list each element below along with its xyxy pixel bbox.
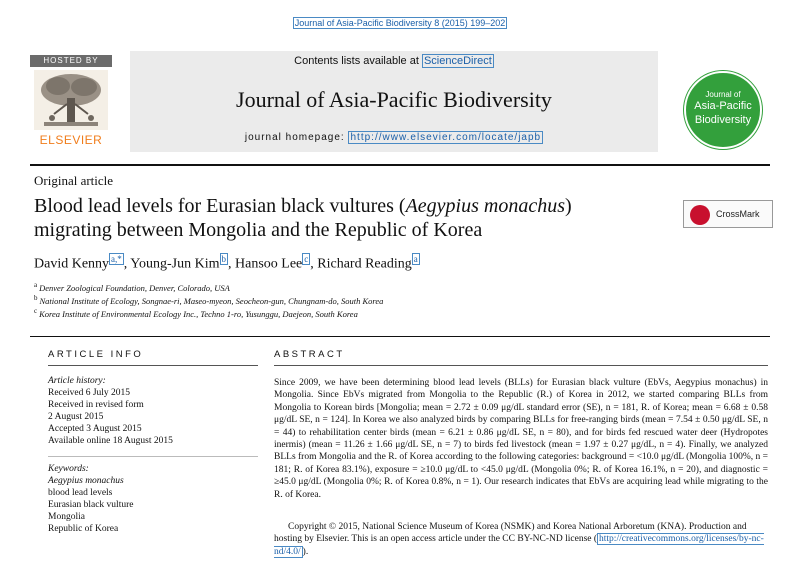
affiliation-letter: c (34, 307, 38, 315)
affiliation-letter: a (34, 281, 38, 289)
journal-badge-logo (684, 71, 762, 149)
abstract-heading: ABSTRACT (274, 349, 345, 360)
body-divider (30, 336, 770, 337)
license-link[interactable]: http://creativecommons.org/licenses/by-nc-nd/4.0/ (274, 534, 764, 557)
author-affiliation-link[interactable]: a (413, 254, 418, 264)
affiliation-letter: b (34, 294, 38, 302)
affiliation-text: National Institute of Ecology, Songnae-ri, Maseo-myeon, Seocheon-gun, Chungnam-do, South Korea (39, 295, 384, 306)
affiliation-text: Denver Zoological Foundation, Denver, Colorado, USA (39, 282, 230, 293)
author-name: David Kenny (34, 256, 110, 272)
publisher-logo (30, 55, 112, 153)
history-item: 2 August 2015 (48, 412, 104, 422)
crossmark-label: CrossMark (716, 209, 760, 219)
article-info-rule (48, 365, 258, 366)
badge-line-3: Biodiversity (694, 114, 752, 126)
homepage-link[interactable]: http://www.elsevier.com/locate/japb (350, 132, 542, 143)
contents-line (130, 55, 658, 67)
history-item: Received in revised form (48, 400, 144, 410)
badge-line-2: Asia-Pacific (694, 100, 752, 112)
journal-header (30, 45, 770, 157)
keywords-label: Keywords: (48, 464, 89, 474)
author-name: Richard Reading (317, 256, 412, 272)
author-affiliation-link[interactable]: c (304, 254, 309, 264)
journal-title-panel (130, 51, 658, 152)
affiliation-item (34, 294, 383, 306)
copyright-end: ). (302, 546, 309, 557)
affiliation-item (34, 281, 230, 293)
abstract-text: Since 2009, we have been determining blood lead levels (BLLs) for Eurasian black vulture (EbVs, Aegypius monachus) in Mongolia. Since EbVs migrated from Mongolia to the Republic (R.) of Korea in 2012, we started comparing BLLs from Mongolia to Korean birds [Mongolia; mean = 2.72 ± 0.09 μg/dL standard error (SE), n = 181, R. of Korea; mean = 6.68 ± 0.58 μg/dL SE, n = 124]. In Korea we also analyzed birds by comparing BLLs for free-ranging birds (mean = 7.54 ± 0.50 μg/dL SE, n = 44) to rehabilitation center birds (mean = 6.21 ± 0.86 μg/dL SE, n = 80), and for birds fed rescued water deer (Hydropotes inermis) (mean = 11.26 ± 1.66 μg/dL SE, n = 7) to birds fed livestock (mean = 1.97 ± 0.27 μg/dL, n = 4). Finally, we analyzed BLLs from Mongolia and the R. of Korea according to the following categories: background = <10.0 μg/dL (Mongolia 100%, n = 181; R. of Korea 83.1%), exposure = ≥10.0 μg/dL to <45.0 μg/dL (Mongolia 0%; R. of Korea 16.1%, n = 20), and diagnostic = ≥45.0 μg/dL (Mongolia 0%; R. of Korea 0.8%, n = 1). Our research indicates that EbVs are acquiring lead while migrating to the R. of Korea. (274, 378, 768, 500)
article-info-heading: ARTICLE INFO (48, 349, 144, 360)
journal-citation[interactable] (0, 18, 800, 28)
history-item: Accepted 3 August 2015 (48, 424, 142, 434)
journal-name: Journal of Asia-Pacific Biodiversity (236, 87, 552, 112)
header-divider (30, 164, 770, 166)
contents-prefix: Contents lists available at (294, 55, 422, 67)
title-part-2: ) (564, 195, 572, 217)
author-name: Young-Jun Kim (130, 256, 220, 272)
copyright-text (274, 521, 768, 558)
author-name: Hansoo Lee (235, 256, 303, 272)
history-label: Article history: (48, 376, 106, 386)
keyword-item: Mongolia (48, 512, 85, 522)
keyword-item: blood lead levels (48, 488, 113, 498)
badge-line-1: Journal of (705, 90, 741, 99)
author-affiliation-link[interactable]: b (221, 254, 226, 264)
author-affiliation-link[interactable]: a,* (111, 254, 122, 264)
citation-link[interactable]: Journal of Asia-Pacific Biodiversity 8 (2015) 199–202 (294, 18, 506, 28)
abstract-rule (274, 365, 768, 366)
affiliation-text: Korea Institute of Environmental Ecology Inc., Techno 1-ro, Yusunggu, Daejeon, South Korea (39, 308, 358, 319)
title-part-1: Blood lead levels for Eurasian black vultures ( (34, 195, 406, 217)
hosted-by-label: HOSTED BY (30, 55, 112, 67)
article-type: Original article (34, 173, 114, 188)
article-title (34, 194, 654, 242)
copyright-statement: Copyright © 2015, National Science Museum of Korea (NSMK) and Korea National Arboretum (KNA). Production and hosting by Elsevier. This is an open access article under the CC BY-NC-ND license ( (274, 522, 747, 545)
keyword-item: Republic of Korea (48, 524, 119, 534)
title-line-2: migrating between Mongolia and the Republic of Korea (34, 219, 483, 241)
keywords-rule (48, 456, 258, 457)
history-item: Received 6 July 2015 (48, 388, 131, 398)
crossmark-button[interactable] (683, 200, 773, 228)
history-item: Available online 18 August 2015 (48, 436, 173, 446)
publisher-name: ELSEVIER (39, 133, 103, 147)
affiliation-item (34, 307, 358, 319)
keyword-item: Aegypius monachus (48, 476, 124, 486)
author-list: David Kenny $^{a,*}$ , Young-Jun Kim $^b$ , Hansoo Lee $^c$ , Richard Reading $^a$ (34, 254, 418, 272)
keyword-item: Eurasian black vulture (48, 500, 134, 510)
elsevier-tree-icon (34, 70, 108, 130)
homepage-prefix: journal homepage: (244, 132, 349, 143)
title-species: Aegypius monachus (405, 195, 565, 217)
crossmark-icon (690, 205, 710, 225)
sciencedirect-link[interactable]: ScienceDirect (423, 55, 492, 67)
homepage-line (130, 132, 658, 143)
